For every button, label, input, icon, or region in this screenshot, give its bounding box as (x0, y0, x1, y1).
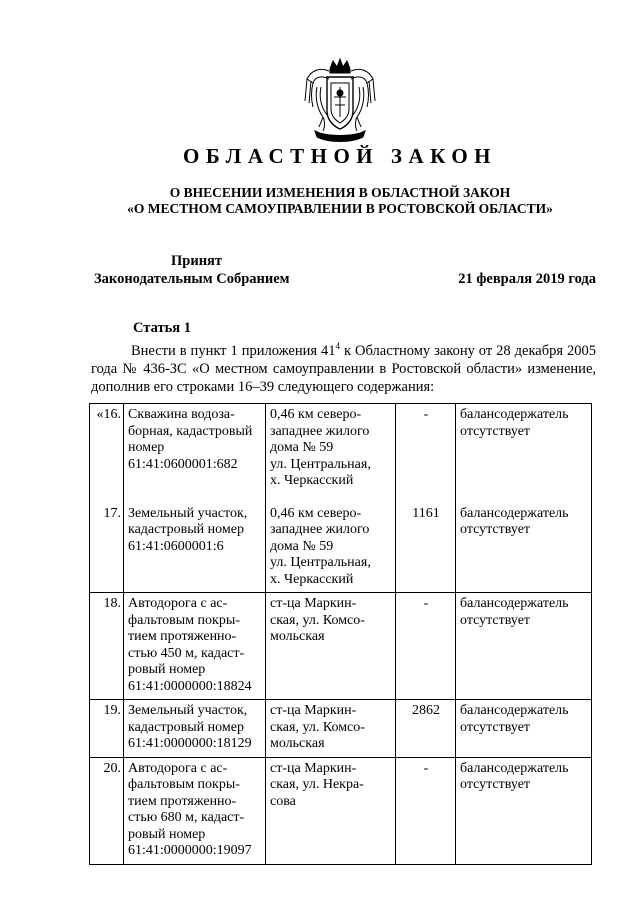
object-area: - (396, 593, 456, 700)
article-intro-paragraph (91, 342, 596, 396)
object-area: - (396, 757, 456, 864)
row-number: «16. (90, 404, 124, 494)
object-name: Земельный участок, кадастровый номер 61:41:0600001:6 (124, 494, 266, 593)
object-name: Автодорога с ас- фальтовым покры- тием протяженно- стью 450 м, кадаст- ровый номер 61:41:0000000:18824 (124, 593, 266, 700)
object-address: 0,46 км северо- западнее жилого дома № 59 ул. Центральная, х. Черкасский (266, 404, 396, 494)
adoption-block (94, 252, 290, 288)
law-subtitle (0, 185, 640, 217)
object-name: Автодорога с ас- фальтовым покры- тием протяженно- стью 680 м, кадаст- ровый номер 61:41:0000000:19097 (124, 757, 266, 864)
row-number: 18. (90, 593, 124, 700)
object-address: 0,46 км северо- западнее жилого дома № 59 ул. Центральная, х. Черкасский (266, 494, 396, 593)
table-row (90, 700, 592, 758)
coat-of-arms-emblem (303, 57, 377, 145)
subtitle-line-1: О ВНЕСЕНИИ ИЗМЕНЕНИЯ В ОБЛАСТНОЙ ЗАКОН (169, 185, 511, 200)
object-address: ст-ца Маркин- ская, ул. Комсо- мольская (266, 700, 396, 758)
object-area: - (396, 404, 456, 494)
table-row (90, 404, 592, 494)
balance-holder: балансодержатель отсутствует (456, 593, 592, 700)
balance-holder: балансодержатель отсутствует (456, 700, 592, 758)
property-table (89, 403, 592, 865)
balance-holder: балансодержатель отсутствует (456, 757, 592, 864)
adopted-label: Принят (171, 253, 223, 269)
intro-text-part-2: к Областному закону от 28 декабря 2005 года № 436-ЗС «О местном самоуправлении в Ростовской области» изменение, дополнив его строками 16–39 следующего содержания: (91, 343, 596, 395)
object-name: Земельный участок, кадастровый номер 61:41:0000000:18129 (124, 700, 266, 758)
table-row (90, 593, 592, 700)
balance-holder: балансодержатель отсутствует (456, 494, 592, 593)
adopted-by: Законодательным Собранием (94, 271, 290, 287)
balance-holder: балансодержатель отсутствует (456, 404, 592, 494)
intro-text-part-1: Внести в пункт 1 приложения 41 (131, 343, 336, 359)
table-row (90, 757, 592, 864)
row-number: 19. (90, 700, 124, 758)
intro-superscript: 4 (335, 341, 341, 352)
row-number: 20. (90, 757, 124, 864)
article-title: Статья 1 (133, 320, 191, 336)
row-number: 17. (90, 494, 124, 593)
object-area: 2862 (396, 700, 456, 758)
object-name: Скважина водоза- борная, кадастровый номер 61:41:0600001:682 (124, 404, 266, 494)
object-address: ст-ца Маркин- ская, ул. Комсо- мольская (266, 593, 396, 700)
object-address: ст-ца Маркин- ская, ул. Некра- сова (266, 757, 396, 864)
adoption-date: 21 февраля 2019 года (458, 271, 596, 287)
object-area: 1161 (396, 494, 456, 593)
law-title: ОБЛАСТНОЙ ЗАКОН (182, 144, 497, 168)
table-row (90, 494, 592, 593)
subtitle-line-2: «О МЕСТНОМ САМОУПРАВЛЕНИИ В РОСТОВСКОЙ ОБЛАСТИ» (127, 201, 553, 216)
